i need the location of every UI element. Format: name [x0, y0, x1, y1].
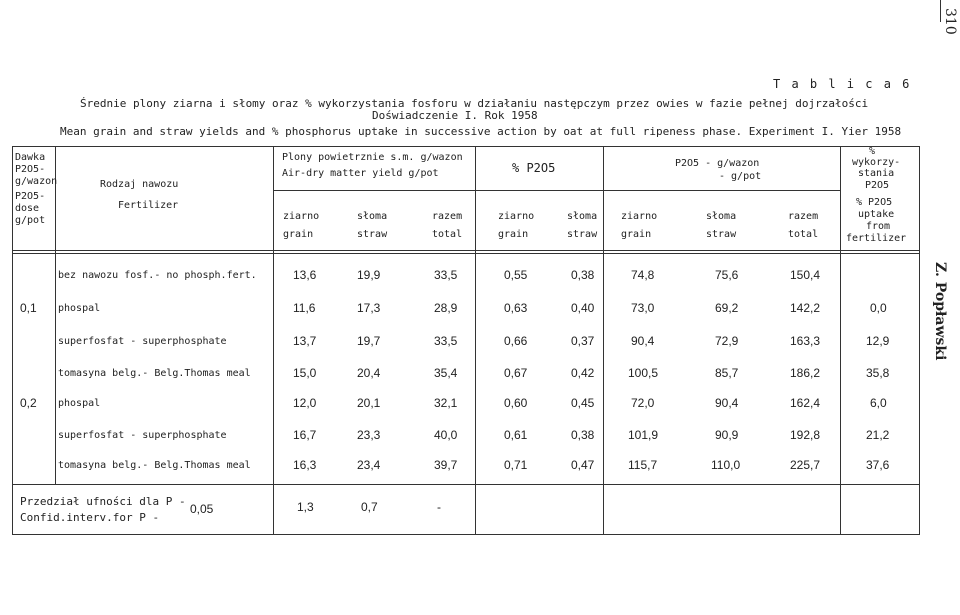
- p2o5-subheader-rule: [603, 190, 840, 191]
- row-3-p2o5-grain: 100,5: [628, 366, 659, 380]
- row-2-yield-straw: 19,7: [357, 334, 381, 348]
- row-6-uptake: 37,6: [866, 458, 890, 472]
- header-p2o5-grams-en: - g/pot: [719, 171, 762, 182]
- row-1-p2o5-straw: 69,2: [715, 301, 739, 315]
- p2o5-column-rule: [840, 146, 841, 534]
- subheader-straw-pl-3: słoma: [706, 211, 737, 222]
- header-yield-pl: Plony powietrznie s.m. g/wazon: [282, 152, 463, 163]
- header-uptake-pct: %: [869, 146, 876, 157]
- confidence-straw: 0,7: [361, 500, 378, 514]
- row-1-yield-grain: 11,6: [293, 301, 316, 315]
- row-1-p2o5-total: 142,2: [790, 301, 821, 315]
- subheader-straw-pl-2: słoma: [567, 211, 598, 222]
- row-4-fertilizer: phospal: [58, 398, 101, 409]
- row-2-pct-straw: 0,37: [571, 334, 595, 348]
- row-1-fertilizer: phospal: [58, 303, 101, 314]
- row-6-p2o5-straw: 110,0: [711, 458, 741, 472]
- subheader-grain-en-3: grain: [621, 229, 652, 240]
- row-4-pct-straw: 0,45: [571, 396, 595, 410]
- row-3-p2o5-straw: 85,7: [715, 366, 739, 380]
- header-dose-pl: Dawka: [15, 152, 46, 163]
- row-4-p2o5-total: 162,4: [790, 396, 821, 410]
- pct-subheader-rule: [475, 190, 603, 191]
- row-2-p2o5-straw: 72,9: [715, 334, 739, 348]
- row-5-p2o5-total: 192,8: [790, 428, 821, 442]
- row-4-p2o5-grain: 72,0: [631, 396, 655, 410]
- fertilizer-column-rule: [273, 146, 274, 534]
- row-6-p2o5-grain: 115,7: [628, 458, 658, 472]
- header-uptake-pl-2: wykorzy-: [852, 157, 901, 168]
- confidence-grain: 1,3: [297, 500, 314, 514]
- subheader-straw-pl-1: słoma: [357, 211, 388, 222]
- row-5-uptake: 21,2: [866, 428, 890, 442]
- row-0-pct-grain: 0,55: [504, 268, 528, 282]
- title-english: Mean grain and straw yields and % phosphorus uptake in successive action by oat at full ripeness phase. Experiment I. Yier 1958: [60, 125, 902, 138]
- row-1-yield-straw: 17,3: [357, 301, 381, 315]
- row-4-dose: 0,2: [20, 396, 37, 410]
- row-4-yield-straw: 20,1: [357, 396, 381, 410]
- row-2-yield-grain: 13,7: [293, 334, 317, 348]
- row-3-yield-straw: 20,4: [357, 366, 381, 380]
- row-3-fertilizer: tomasyna belg.- Belg.Thomas meal: [58, 368, 251, 379]
- subheader-grain-pl-1: ziarno: [283, 211, 320, 222]
- row-4-pct-grain: 0,60: [504, 396, 528, 410]
- row-2-fertilizer: superfosfat - superphosphate: [58, 336, 227, 347]
- row-3-pct-straw: 0,42: [571, 366, 595, 380]
- row-1-pct-grain: 0,63: [504, 301, 528, 315]
- header-bottom-rule-double: [12, 253, 920, 254]
- row-5-yield-total: 40,0: [434, 428, 458, 442]
- header-uptake-en-3: from: [866, 221, 891, 232]
- row-4-yield-total: 32,1: [434, 396, 458, 410]
- row-0-fertilizer: bez nawozu fosf.- no phosph.fert.: [58, 270, 257, 281]
- header-yield-en: Air-dry matter yield g/pot: [282, 168, 439, 179]
- row-2-p2o5-grain: 90,4: [631, 334, 655, 348]
- row-3-p2o5-total: 186,2: [790, 366, 821, 380]
- header-dose-p2o5: P2O5-: [15, 164, 46, 175]
- row-6-fertilizer: tomasyna belg.- Belg.Thomas meal: [58, 460, 251, 471]
- row-2-p2o5-total: 163,3: [790, 334, 821, 348]
- title-polish: Średnie plony ziarna i słomy oraz % wykorzystania fosforu w działaniu następczym przez owies w fazie pełnej dojrzałości: [80, 97, 869, 110]
- row-4-uptake: 6,0: [870, 396, 887, 410]
- header-dose-en-p2o5: P2O5-: [15, 191, 46, 202]
- table-top-rule: [12, 146, 920, 147]
- row-2-uptake: 12,9: [866, 334, 890, 348]
- header-uptake-en-2: uptake: [858, 209, 895, 220]
- row-3-yield-grain: 15,0: [293, 366, 317, 380]
- yield-subheader-rule: [273, 190, 475, 191]
- row-5-yield-grain: 16,7: [293, 428, 317, 442]
- subheader-total-pl-3: razem: [788, 211, 819, 222]
- row-1-dose: 0,1: [20, 301, 37, 315]
- row-1-yield-total: 28,9: [434, 301, 458, 315]
- header-bottom-rule: [12, 250, 920, 251]
- header-fertilizer-en: Fertilizer: [118, 200, 179, 211]
- yield-column-rule: [475, 146, 476, 534]
- table-bottom-rule: [12, 534, 920, 535]
- row-0-p2o5-straw: 75,6: [715, 268, 739, 282]
- confidence-total: -: [437, 500, 441, 514]
- row-6-yield-total: 39,7: [434, 458, 458, 472]
- row-5-fertilizer: superfosfat - superphosphate: [58, 430, 227, 441]
- confidence-p-value: 0,05: [190, 502, 214, 516]
- row-6-p2o5-total: 225,7: [790, 458, 821, 472]
- confidence-label-pl: Przedział ufności dla P -: [20, 495, 186, 508]
- row-5-yield-straw: 23,3: [357, 428, 381, 442]
- subheader-total-pl-1: razem: [432, 211, 463, 222]
- row-0-yield-straw: 19,9: [357, 268, 381, 282]
- row-2-pct-grain: 0,66: [504, 334, 528, 348]
- title-polish-experiment: Doświadczenie I. Rok 1958: [372, 109, 538, 122]
- row-5-pct-grain: 0,61: [504, 428, 528, 442]
- row-5-p2o5-grain: 101,9: [628, 428, 659, 442]
- dose-column-rule: [55, 146, 56, 484]
- header-uptake-en-4: fertilizer: [846, 233, 907, 244]
- row-0-p2o5-grain: 74,8: [631, 268, 655, 282]
- row-1-p2o5-grain: 73,0: [631, 301, 655, 315]
- row-1-uptake: 0,0: [870, 301, 887, 315]
- subheader-grain-en-2: grain: [498, 229, 529, 240]
- page-number: 310: [942, 8, 958, 35]
- row-5-p2o5-straw: 90,9: [715, 428, 739, 442]
- confidence-label-en: Confid.interv.for P -: [20, 511, 160, 524]
- row-1-pct-straw: 0,40: [571, 301, 595, 315]
- subheader-straw-en-1: straw: [357, 229, 388, 240]
- right-border: [919, 146, 920, 534]
- subheader-straw-en-2: straw: [567, 229, 598, 240]
- row-0-yield-grain: 13,6: [293, 268, 317, 282]
- subheader-total-en-3: total: [788, 229, 819, 240]
- row-4-yield-grain: 12,0: [293, 396, 317, 410]
- row-2-yield-total: 33,5: [434, 334, 458, 348]
- header-dose-unit-pl: g/wazon: [15, 176, 58, 187]
- row-3-uptake: 35,8: [866, 366, 890, 380]
- header-p2o5-grams: P2O5 - g/wazon: [675, 158, 760, 169]
- row-6-yield-straw: 23,4: [357, 458, 381, 472]
- subheader-total-en-1: total: [432, 229, 463, 240]
- subheader-grain-pl-3: ziarno: [621, 211, 658, 222]
- header-dose-unit-en: g/pot: [15, 215, 46, 226]
- row-5-pct-straw: 0,38: [571, 428, 595, 442]
- header-uptake-pl-4: P2O5: [865, 180, 890, 191]
- pct-column-rule: [603, 146, 604, 534]
- left-border: [12, 146, 13, 534]
- row-6-pct-straw: 0,47: [571, 458, 595, 472]
- subheader-straw-en-3: straw: [706, 229, 737, 240]
- author-name: Z. Popławski: [932, 262, 948, 361]
- row-0-p2o5-total: 150,4: [790, 268, 821, 282]
- body-bottom-rule: [12, 484, 920, 485]
- row-3-yield-total: 35,4: [434, 366, 458, 380]
- row-3-pct-grain: 0,67: [504, 366, 528, 380]
- subheader-grain-en-1: grain: [283, 229, 314, 240]
- row-0-pct-straw: 0,38: [571, 268, 595, 282]
- header-uptake-en-1: % P2O5: [856, 197, 893, 208]
- header-fertilizer-pl: Rodzaj nawozu: [100, 179, 179, 190]
- subheader-grain-pl-2: ziarno: [498, 211, 535, 222]
- page-number-rule: [940, 0, 941, 22]
- table-label: T a b l i c a 6: [773, 77, 912, 91]
- row-6-pct-grain: 0,71: [504, 458, 528, 472]
- header-pct-p2o5: % P2O5: [512, 161, 556, 175]
- row-6-yield-grain: 16,3: [293, 458, 317, 472]
- row-4-p2o5-straw: 90,4: [715, 396, 739, 410]
- row-0-yield-total: 33,5: [434, 268, 458, 282]
- header-dose-en: dose: [15, 203, 40, 214]
- header-uptake-pl-3: stania: [858, 168, 895, 179]
